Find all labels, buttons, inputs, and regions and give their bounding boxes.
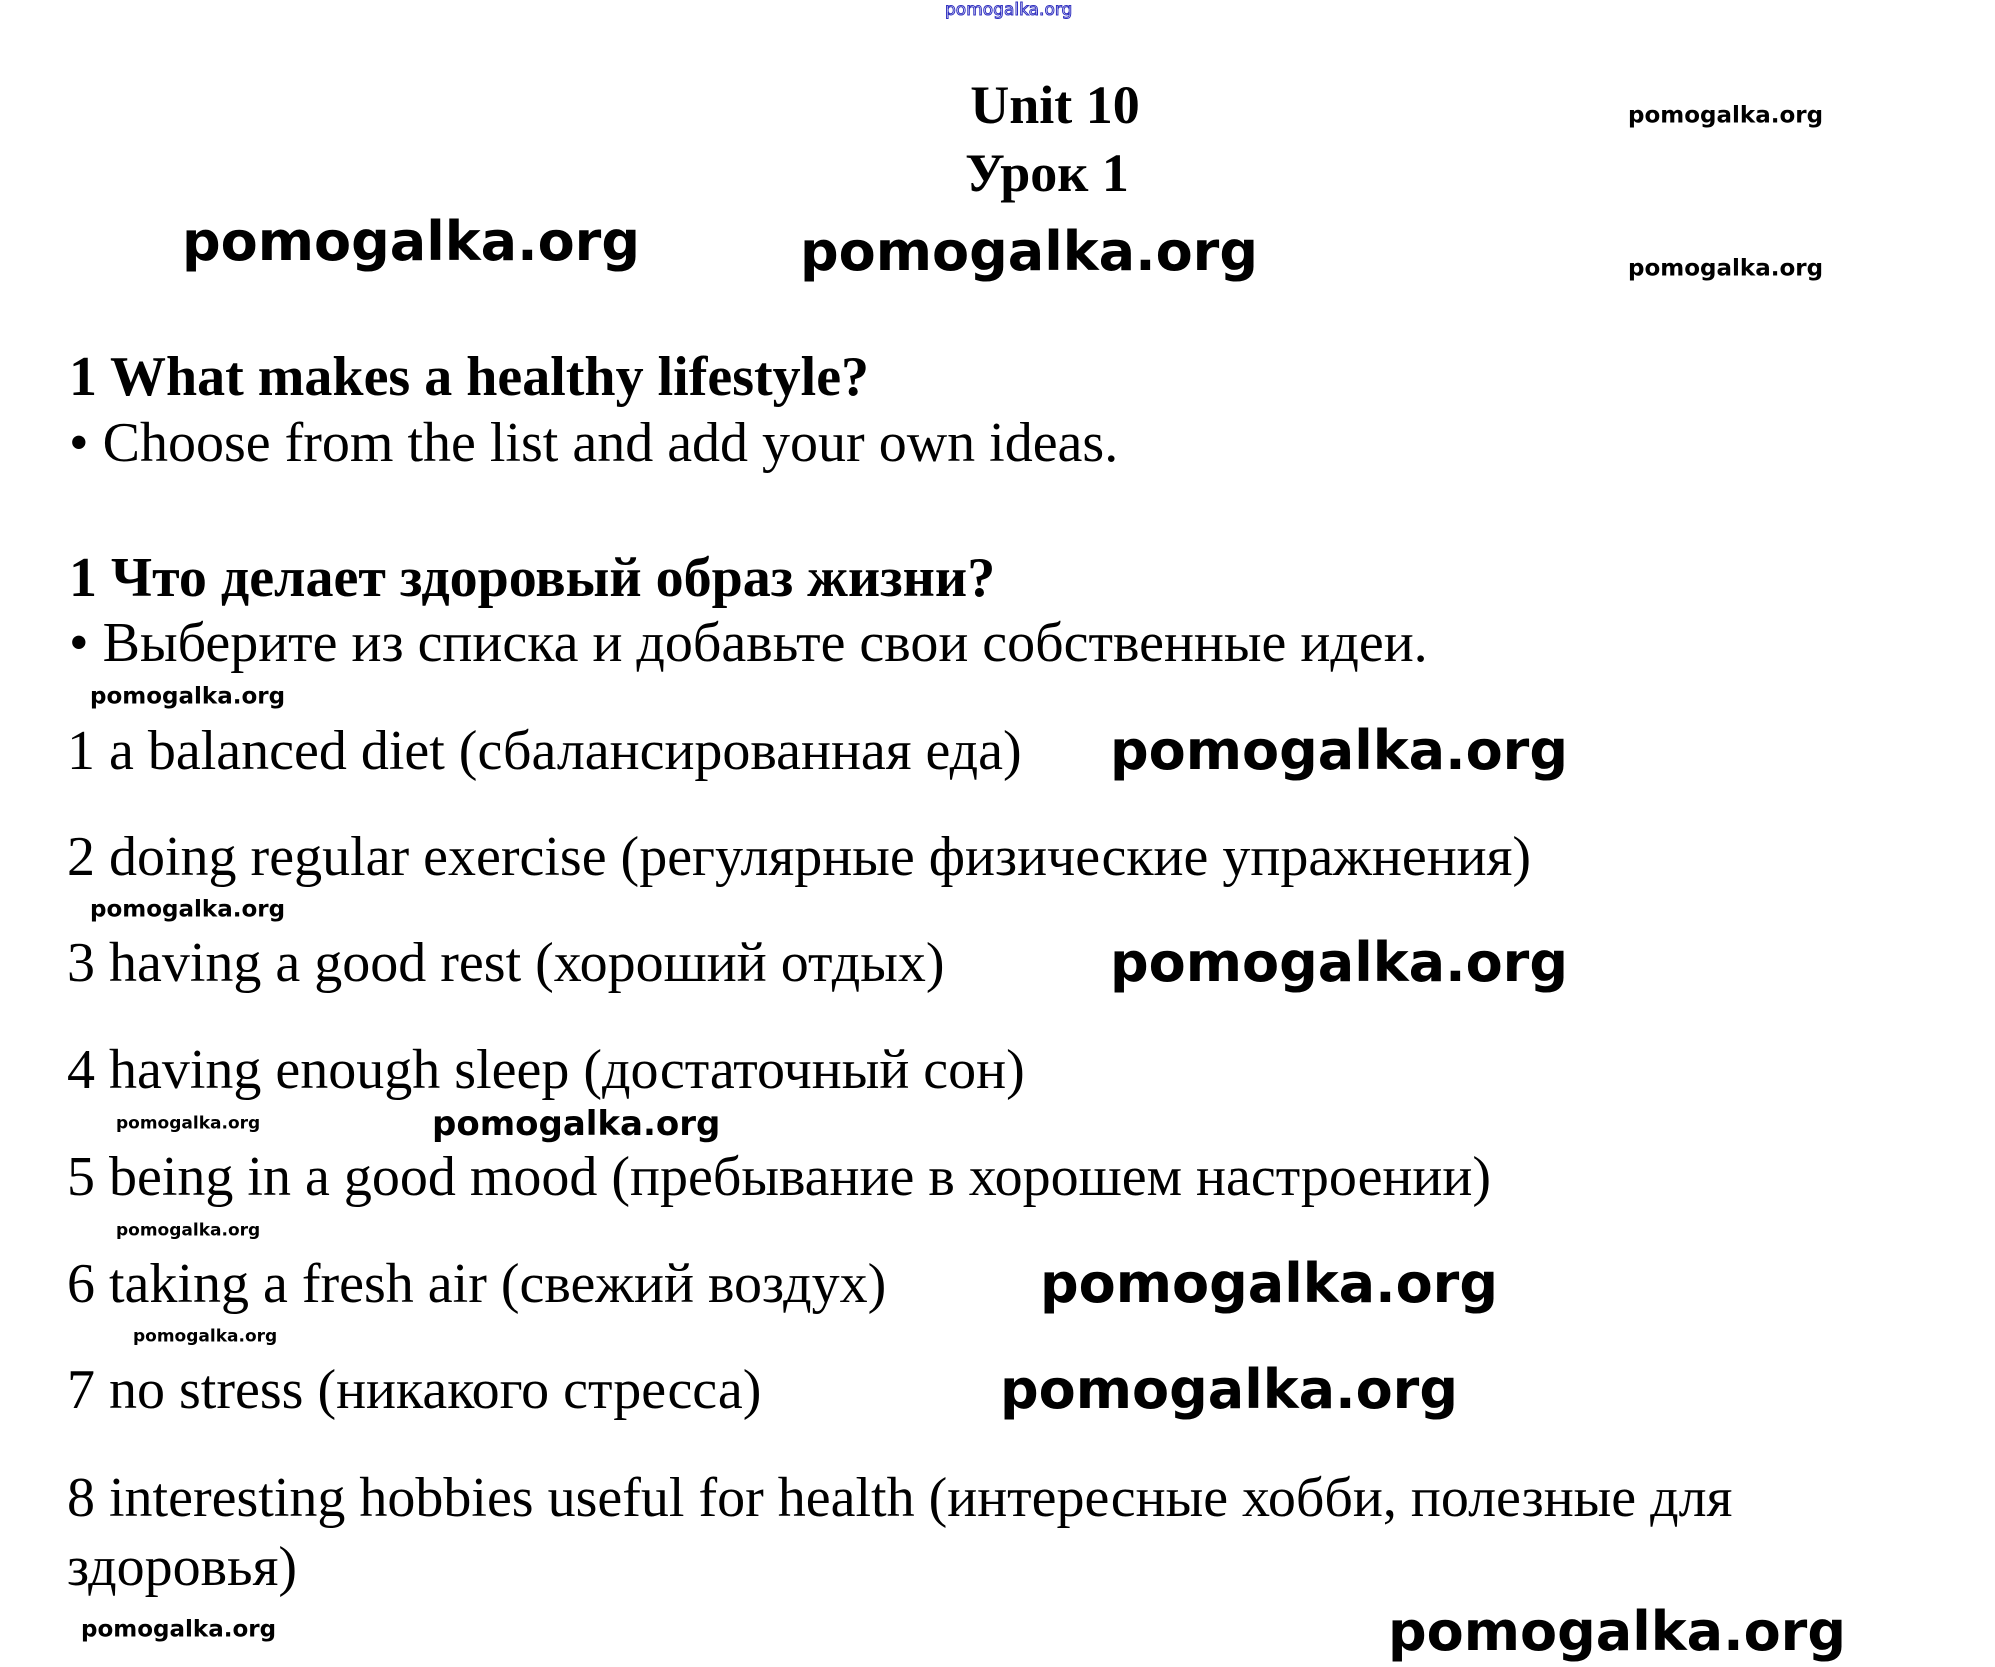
watermark: pomogalka.org [432,1104,721,1144]
watermark: pomogalka.org [81,1616,277,1643]
watermark: pomogalka.org [182,210,640,273]
watermark: pomogalka.org [1628,255,1824,282]
list-item-continuation: здоровья) [67,1536,297,1598]
list-item: 8 interesting hobbies useful for health (интересные хобби, полезные для [67,1467,1733,1529]
lesson-title: Урок 1 [965,143,1129,203]
list-item: 3 having a good rest (хороший отдых) [67,932,945,994]
watermark: pomogalka.org [1110,931,1568,994]
list-item: 4 having enough sleep (достаточный сон) [67,1039,1025,1101]
watermark: pomogalka.org [1388,1600,1846,1663]
heading-ru: 1 Что делает здоровый образ жизни? [69,547,996,609]
watermark: pomogalka.org [1000,1358,1458,1421]
watermark: pomogalka.org [116,1113,261,1134]
unit-title: Unit 10 [970,75,1140,135]
heading-en: 1 What makes a healthy lifestyle? [69,346,870,408]
watermark: pomogalka.org [800,220,1258,283]
watermark: pomogalka.org [90,683,286,710]
watermark: pomogalka.org [90,896,286,923]
watermark: pomogalka.org [945,0,1073,20]
list-item: 7 no stress (никакого стресса) [67,1359,762,1421]
watermark: pomogalka.org [116,1220,261,1241]
list-item: 5 being in a good mood (пребывание в хорошем настроении) [67,1146,1491,1208]
instruction-ru: • Выберите из списка и добавьте свои собственные идеи. [69,612,1428,674]
watermark: pomogalka.org [1110,719,1568,782]
watermark: pomogalka.org [1040,1252,1498,1315]
list-item: 6 taking a fresh air (свежий воздух) [67,1253,887,1315]
list-item: 2 doing regular exercise (регулярные физические упражнения) [67,826,1532,888]
list-item: 1 a balanced diet (сбалансированная еда) [67,720,1022,782]
watermark: pomogalka.org [1628,102,1824,129]
instruction-en: • Choose from the list and add your own ideas. [69,412,1119,474]
watermark: pomogalka.org [133,1326,278,1347]
